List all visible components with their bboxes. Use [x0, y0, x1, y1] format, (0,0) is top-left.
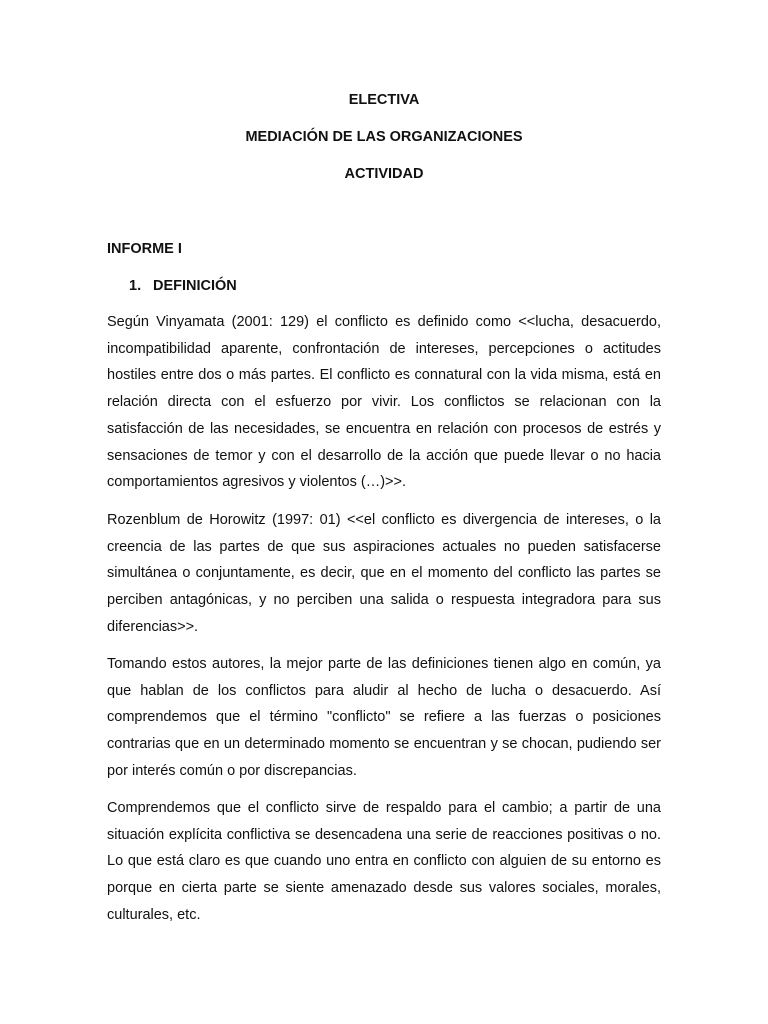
paragraph-vinyamata: Según Vinyamata (2001: 129) el conflicto es definido como <<lucha, desacuerdo, incompatibilidad aparente, confrontación de intereses, percepciones o actitudes hostiles entre dos o más partes. El conflicto es connatural con la vida misma, está en relación directa con el esfuerzo por vivir. Los conflictos se relacionan con la satisfacción de las necesidades, se encuentra en relación con procesos de estrés y sensaciones de temor y con el desarrollo de la acción que puede llevar o no hacia comportamientos agresivos y violentos (…)>>.	[107, 314, 661, 491]
header-actividad: ACTIVIDAD	[344, 166, 424, 182]
list-item-heading	[129, 277, 237, 295]
section-title: INFORME I	[107, 241, 182, 257]
header-electiva: ELECTIVA	[348, 92, 420, 108]
paragraph-conflict-change: Comprendemos que el conflicto sirve de respaldo para el cambio; a partir de una situación explícita conflictiva se desencadena una serie de reacciones positivas o no. Lo que está claro es que cuando uno entra en conflicto con alguien de su entorno es porque en cierta parte se siente amenazado desde sus valores sociales, morales, culturales, etc.	[107, 800, 661, 923]
list-item-number: 1.	[129, 278, 142, 294]
paragraph-rozenblum: Rozenblum de Horowitz (1997: 01) <<el conflicto es divergencia de intereses, o la creencia de las partes de que sus aspiraciones actuales no pueden satisfacerse simultánea o conjuntamente, es decir, que en el momento del conflicto las partes se perciben antagónicas, y no perciben una salida o respuesta integradora para sus diferencias>>.	[107, 512, 661, 635]
list-item-title: DEFINICIÓN	[153, 278, 237, 294]
paragraph-common-definition: Tomando estos autores, la mejor parte de las definiciones tienen algo en común, ya que hablan de los conflictos para aludir al hecho de lucha o desacuerdo. Así comprendemos que el término "conflicto" se refiere a las fuerzas o posiciones contrarias que en un determinado momento se encuentran y se chocan, pudiendo ser por interés común o por discrepancias.	[107, 656, 661, 779]
header-course-title: MEDIACIÓN DE LAS ORGANIZACIONES	[245, 129, 523, 145]
